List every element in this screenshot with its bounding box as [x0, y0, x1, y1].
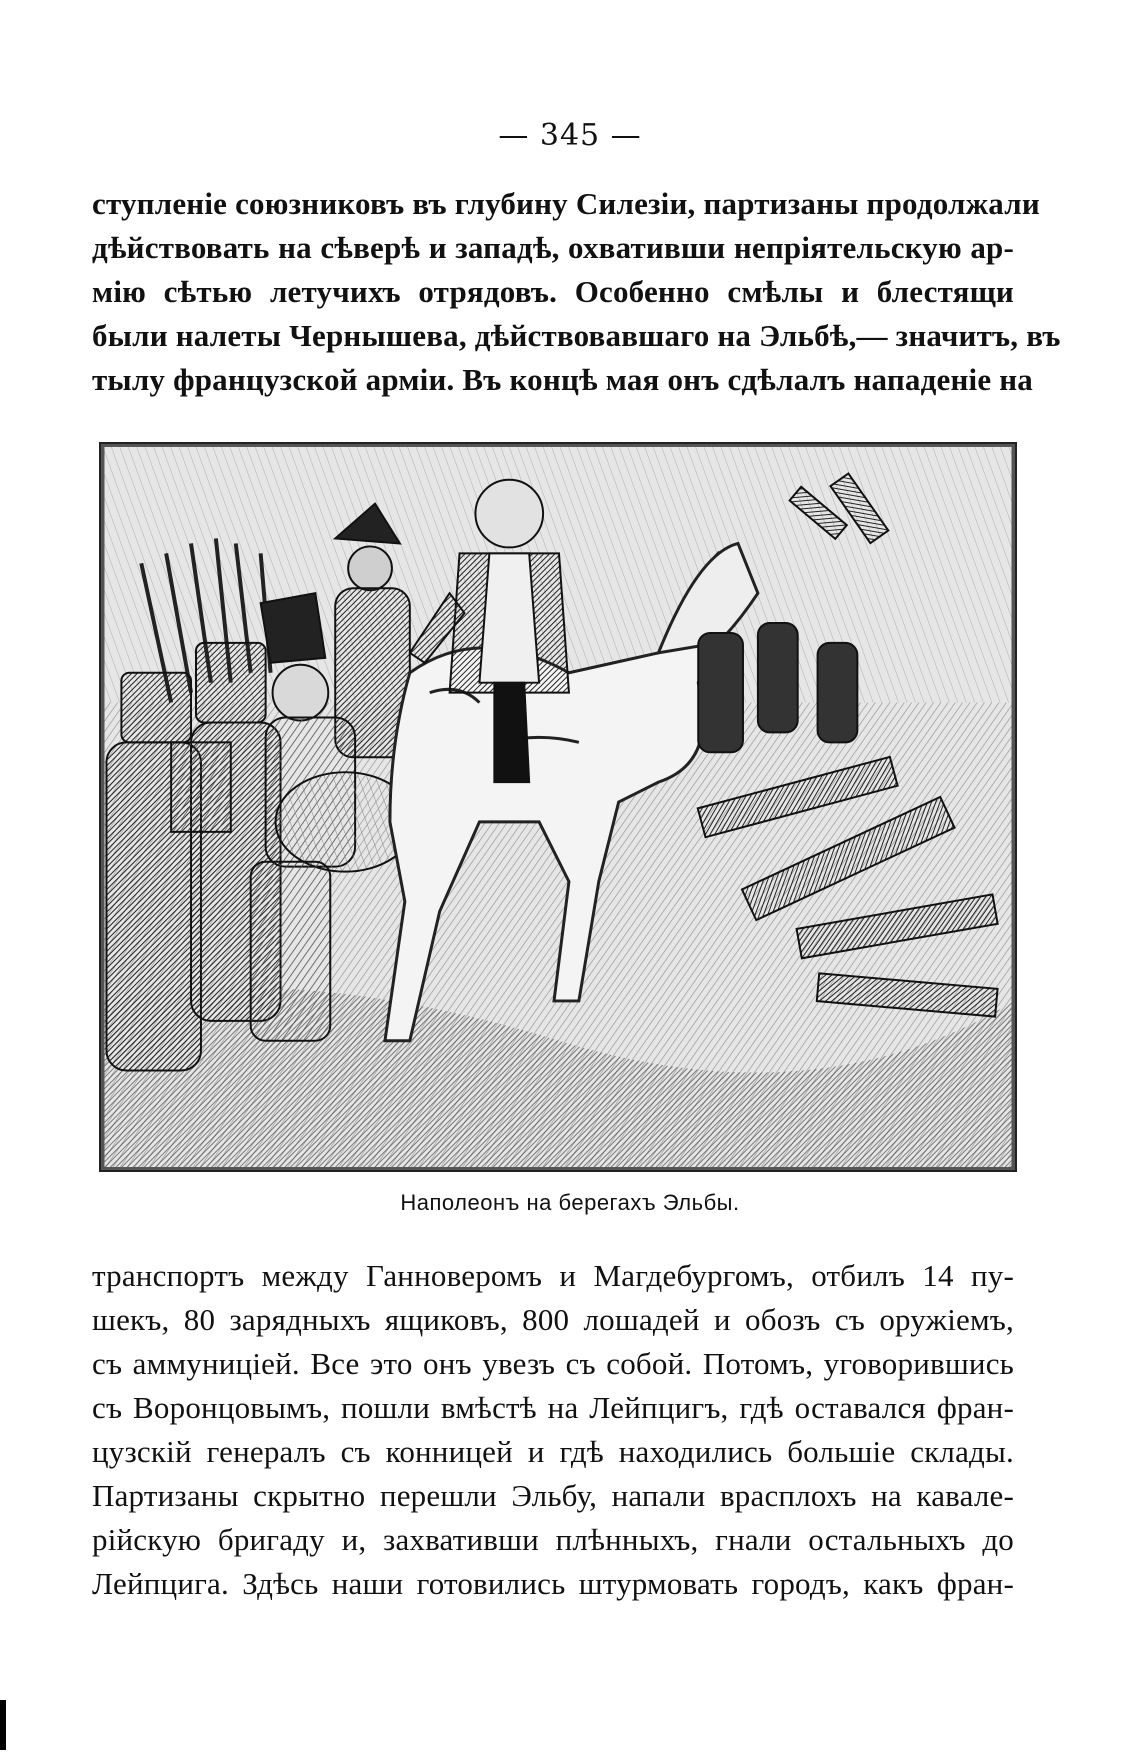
text-line: были налеты Чернышева, дѣйствовавшаго на Эльбѣ,— значитъ, въ	[92, 318, 1061, 353]
figure-caption: Наполеонъ на берегахъ Эльбы.	[400, 1190, 740, 1215]
text-line: цузскій генералъ съ конницей и гдѣ находились большіе склады.	[92, 1434, 1014, 1469]
text-line: рійскую бригаду и, захвативши плѣнныхъ, гнали остальныхъ до	[92, 1522, 1014, 1557]
page-number: — 345 —	[498, 118, 642, 153]
text-line: дѣйствовать на сѣверѣ и западѣ, охвативши непріятельскую ар-	[92, 230, 1014, 265]
text-line: съ Воронцовымъ, пошли вмѣстѣ на Лейпцигъ, гдѣ оставался фран-	[92, 1390, 1014, 1425]
text-line: Партизаны скрытно перешли Эльбу, напали врасплохъ на кавале-	[92, 1478, 1014, 1513]
paragraph-bottom	[92, 1254, 1014, 1606]
engraving-illustration	[99, 442, 1017, 1172]
text-line: Лейпцига. Здѣсь наши готовились штурмовать городъ, какъ фран-	[92, 1566, 1014, 1601]
paragraph-top	[92, 182, 1061, 402]
text-line: ступленіе союзниковъ въ глубину Силезіи, партизаны продолжали	[92, 186, 1040, 221]
text-line: съ аммуниціей. Все это онъ увезъ съ собой. Потомъ, уговорившись	[92, 1346, 1014, 1381]
text-line: мію сѣтью летучихъ отрядовъ. Особенно смѣлы и блестящи	[92, 274, 1014, 309]
text-line: транспортъ между Ганноверомъ и Магдебургомъ, отбилъ 14 пу-	[92, 1258, 1014, 1293]
text-line: тылу французской арміи. Въ концѣ мая онъ сдѣлалъ нападеніе на	[92, 362, 1033, 397]
text-line: шекъ, 80 зарядныхъ ящиковъ, 800 лошадей и обозъ съ оружіемъ,	[92, 1302, 1014, 1337]
scan-edge-mark	[0, 1700, 6, 1750]
napoleon-engraving-image	[101, 444, 1015, 1170]
